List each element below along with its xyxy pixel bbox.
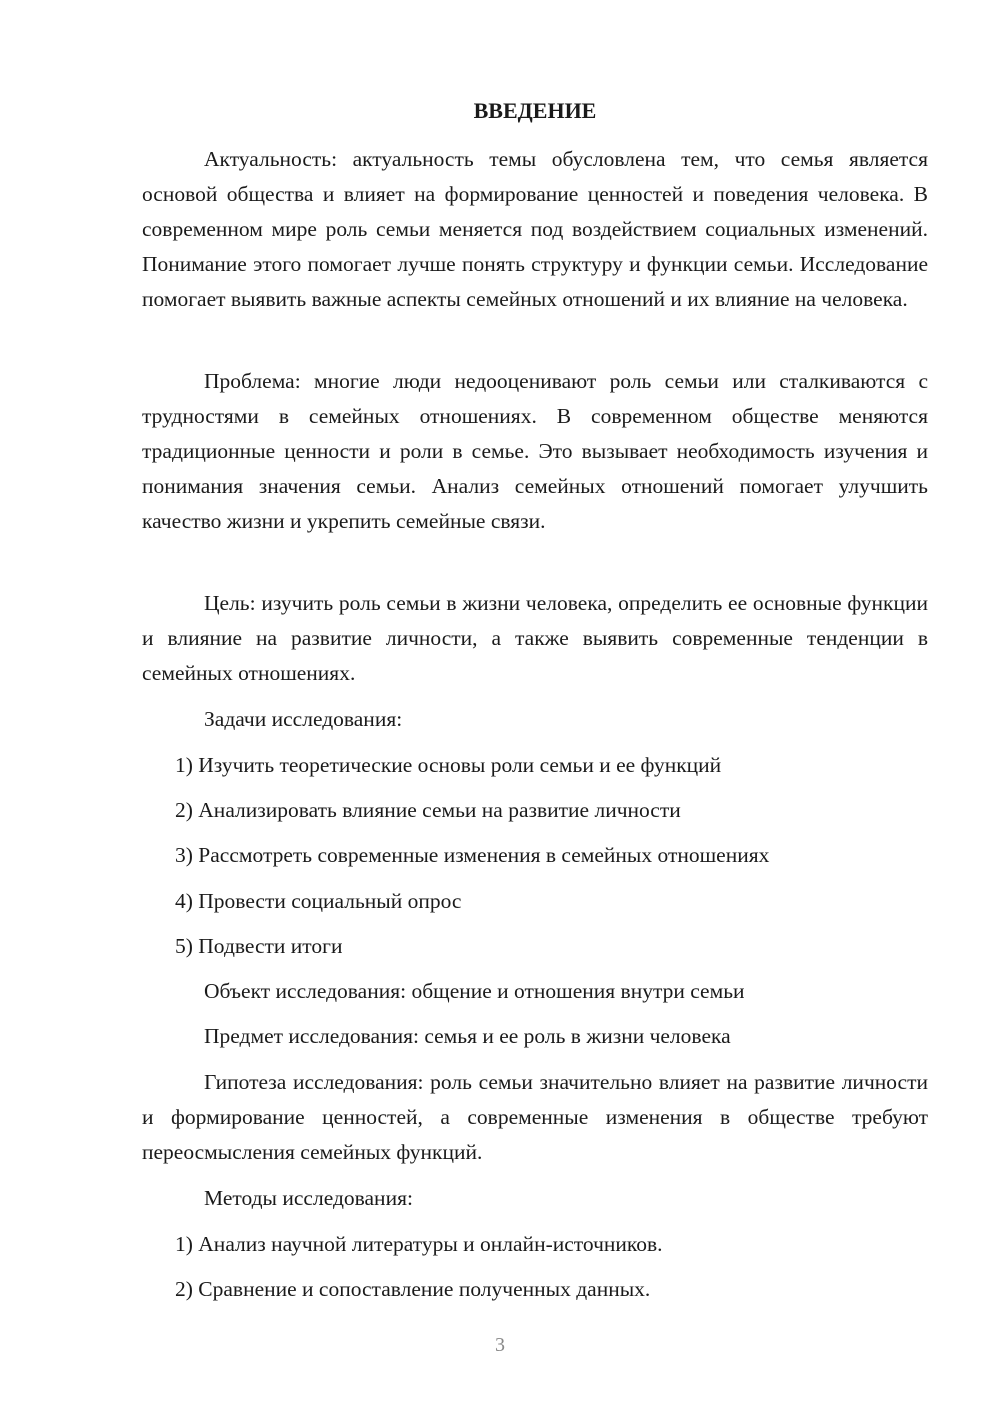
- task-item-1: 1) Изучить теоретические основы роли семьи и ее функций: [175, 753, 722, 777]
- task-item-3: 3) Рассмотреть современные изменения в семейных отношениях: [175, 843, 770, 867]
- method-item-1: 1) Анализ научной литературы и онлайн-источников.: [175, 1232, 663, 1256]
- research-subject: Предмет исследования: семья и ее роль в жизни человека: [204, 1024, 731, 1048]
- task-item-2: 2) Анализировать влияние семьи на развитие личности: [175, 798, 681, 822]
- relevance-paragraph: Актуальность: актуальность темы обусловлена тем, что семья является основой общества и влияет на формирование ценностей и поведения человека. В современном мире роль семьи меняется под воздействием социальных изменений. Понимание этого помогает лучше понять структуру и функции семьи. Исследование помогает выявить важные аспекты семейных отношений и их влияние на человека.: [142, 147, 928, 311]
- page-title: ВВЕДЕНИЕ: [473, 98, 597, 123]
- goal-paragraph: Цель: изучить роль семьи в жизни человека, определить ее основные функции и влияние на развитие личности, а также выявить современные тенденции в семейных отношениях.: [142, 591, 928, 685]
- page-number: 3: [495, 1334, 505, 1356]
- task-item-4: 4) Провести социальный опрос: [175, 889, 462, 913]
- hypothesis-paragraph: Гипотеза исследования: роль семьи значительно влияет на развитие личности и формирование ценностей, а современные изменения в обществе требуют переосмысления семейных функций.: [142, 1070, 928, 1164]
- methods-heading: Методы исследования:: [204, 1186, 413, 1210]
- research-object: Объект исследования: общение и отношения внутри семьи: [204, 979, 745, 1003]
- problem-paragraph: Проблема: многие люди недооценивают роль семьи или сталкиваются с трудностями в семейных отношениях. В современном обществе меняются традиционные ценности и роли в семье. Это вызывает необходимость изучения и понимания значения семьи. Анализ семейных отношений помогает улучшить качество жизни и укрепить семейные связи.: [142, 369, 928, 533]
- tasks-heading: Задачи исследования:: [204, 707, 403, 731]
- method-item-2: 2) Сравнение и сопоставление полученных данных.: [175, 1277, 651, 1301]
- task-item-5: 5) Подвести итоги: [175, 934, 343, 958]
